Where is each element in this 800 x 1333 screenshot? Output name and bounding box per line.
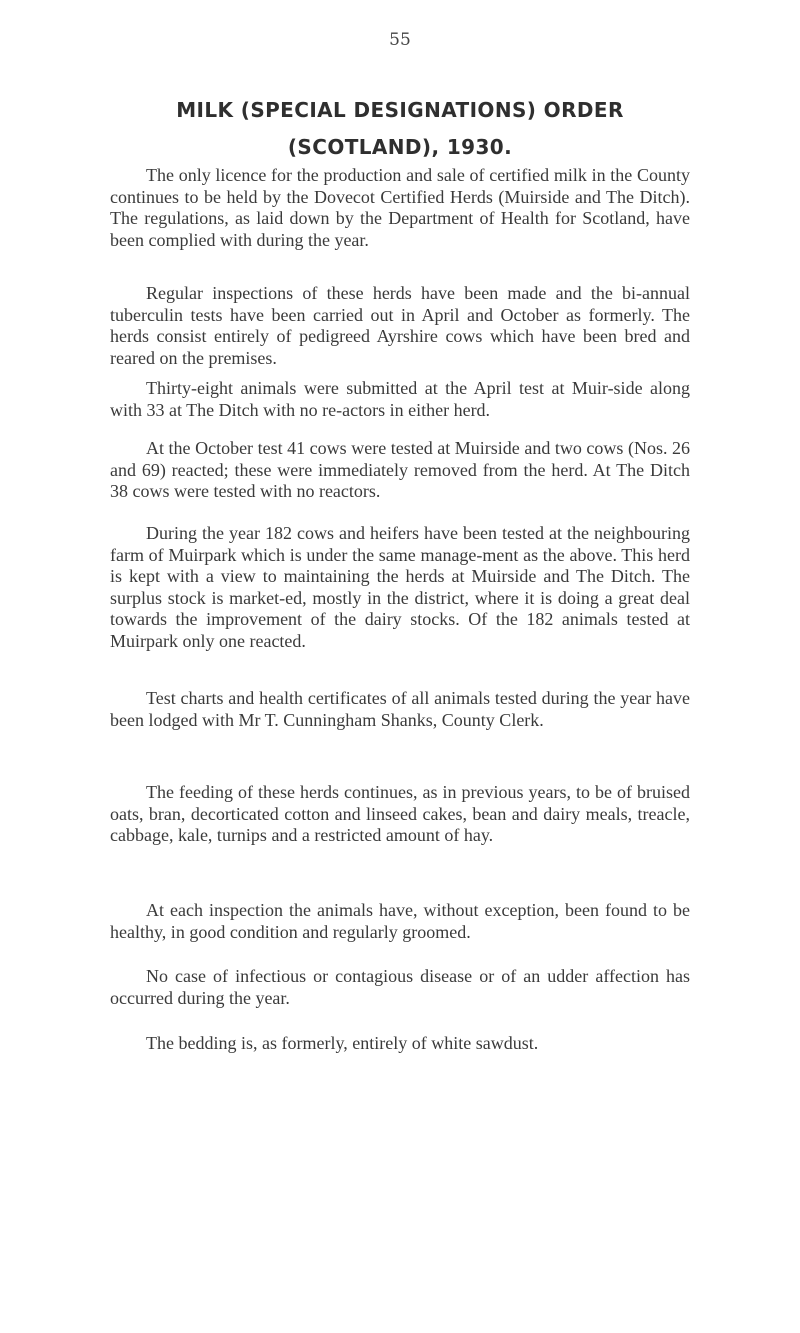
paragraph: Test charts and health certificates of all animals tested during the year have been lodged with Mr T. Cunningham Shanks, County Clerk. — [110, 688, 690, 730]
title-line-1: MILK (SPECIAL DESIGNATIONS) ORDER — [176, 98, 624, 122]
paragraph: The feeding of these herds continues, as in previous years, to be of bruised oats, bran, decorticated cotton and linseed cakes, bean and dairy meals, treacle, cabbage, kale, turnips and a restricted amount of hay. — [110, 782, 690, 845]
paragraph: The bedding is, as formerly, entirely of white sawdust. — [146, 1033, 539, 1053]
paragraph: During the year 182 cows and heifers have been tested at the neighbouring farm of Muirpark which is under the same manage-ment as the above. This herd is kept with a view to maintaining the herds at Muirside and The Ditch. The surplus stock is market-ed, mostly in the district, where it is doing a great deal towards the improvement of the dairy stocks. Of the 182 animals tested at Muirpark only one reacted. — [110, 523, 690, 651]
paragraph: The only licence for the production and sale of certified milk in the County continues to be held by the Dovecot Certified Herds (Muirside and The Ditch). The regulations, as laid down by the Department of Health for Scotland, have been complied with during the year. — [110, 165, 690, 250]
paragraph: At the October test 41 cows were tested at Muirside and two cows (Nos. 26 and 69) reacted; these were immediately removed from the herd. At The Ditch 38 cows were tested with no reactors. — [110, 438, 690, 501]
page-title — [0, 92, 800, 166]
paragraph: At each inspection the animals have, without exception, been found to be healthy, in good condition and regularly groomed. — [110, 900, 690, 942]
paragraph: Regular inspections of these herds have been made and the bi-annual tuberculin tests have been carried out in April and October as formerly. The herds consist entirely of pedigreed Ayrshire cows which have been bred and reared on the premises. — [110, 283, 690, 368]
title-line-2: (SCOTLAND), 1930. — [287, 135, 513, 159]
paragraph: Thirty-eight animals were submitted at the April test at Muir-side along with 33 at The Ditch with no re-actors in either herd. — [110, 378, 690, 420]
paragraph: No case of infectious or contagious disease or of an udder affection has occurred during the year. — [110, 966, 690, 1008]
page-number: 55 — [389, 30, 411, 50]
